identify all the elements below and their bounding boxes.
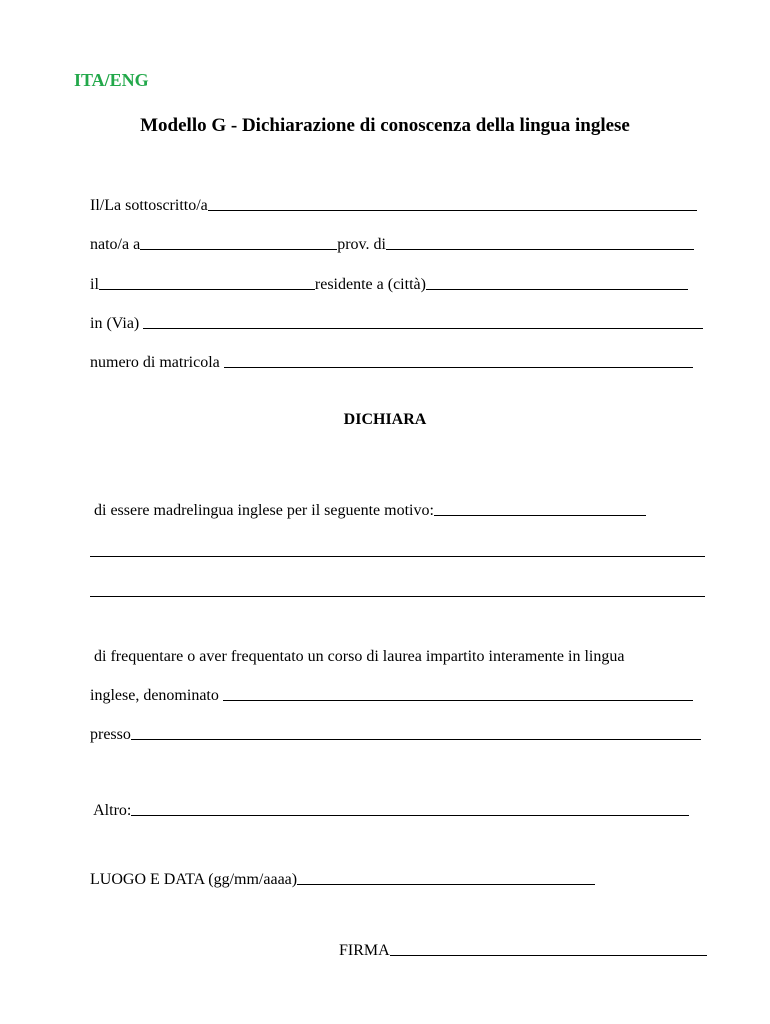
native-reason-blank-1[interactable] — [434, 514, 646, 516]
other-row — [74, 781, 689, 841]
signature-row — [323, 921, 707, 981]
signature-blank[interactable] — [390, 954, 707, 956]
province-blank[interactable] — [386, 248, 694, 250]
place-date-blank[interactable] — [297, 883, 595, 885]
course-at-row — [74, 705, 701, 765]
birthdate-blank[interactable] — [99, 288, 315, 290]
native-reason-row-3 — [74, 562, 705, 622]
native-reason-blank-2[interactable] — [90, 555, 705, 557]
residence-city-blank[interactable] — [426, 288, 688, 290]
course-label-line1: di frequentare o aver frequentato un corso di laurea impartito interamente in lingua — [90, 648, 625, 665]
native-speaker-label: di essere madrelingua inglese per il seguente motivo: — [90, 502, 434, 519]
born-in-label: nato/a a — [90, 236, 141, 253]
birthplace-blank[interactable] — [140, 248, 337, 250]
undersigned-blank[interactable] — [208, 209, 697, 211]
student-id-label: numero di matricola — [90, 354, 224, 371]
course-label-line2: inglese, denominato — [90, 687, 223, 704]
place-date-label: LUOGO E DATA (gg/mm/aaaa) — [90, 871, 298, 888]
residence-label: residente a (città) — [314, 276, 426, 293]
student-id-row — [74, 333, 693, 393]
province-label: prov. di — [337, 236, 386, 253]
native-reason-blank-3[interactable] — [90, 595, 705, 597]
other-label: Altro: — [90, 802, 132, 819]
course-at-label: presso — [90, 726, 131, 743]
on-label: il — [90, 276, 99, 293]
form-title: Modello G - Dichiarazione di conoscenza della lingua inglese — [140, 115, 630, 136]
signature-label: FIRMA — [339, 942, 390, 959]
undersigned-label: Il/La sottoscritto/a — [90, 197, 208, 214]
course-name-blank[interactable] — [223, 699, 693, 701]
course-institution-blank[interactable] — [131, 738, 701, 740]
street-blank[interactable] — [143, 327, 703, 329]
language-tag: ITA/ENG — [74, 70, 149, 90]
place-date-row — [74, 850, 595, 910]
street-label: in (Via) — [90, 315, 144, 332]
student-id-blank[interactable] — [224, 366, 693, 368]
declares-heading: DICHIARA — [343, 411, 427, 428]
other-blank[interactable] — [131, 814, 689, 816]
